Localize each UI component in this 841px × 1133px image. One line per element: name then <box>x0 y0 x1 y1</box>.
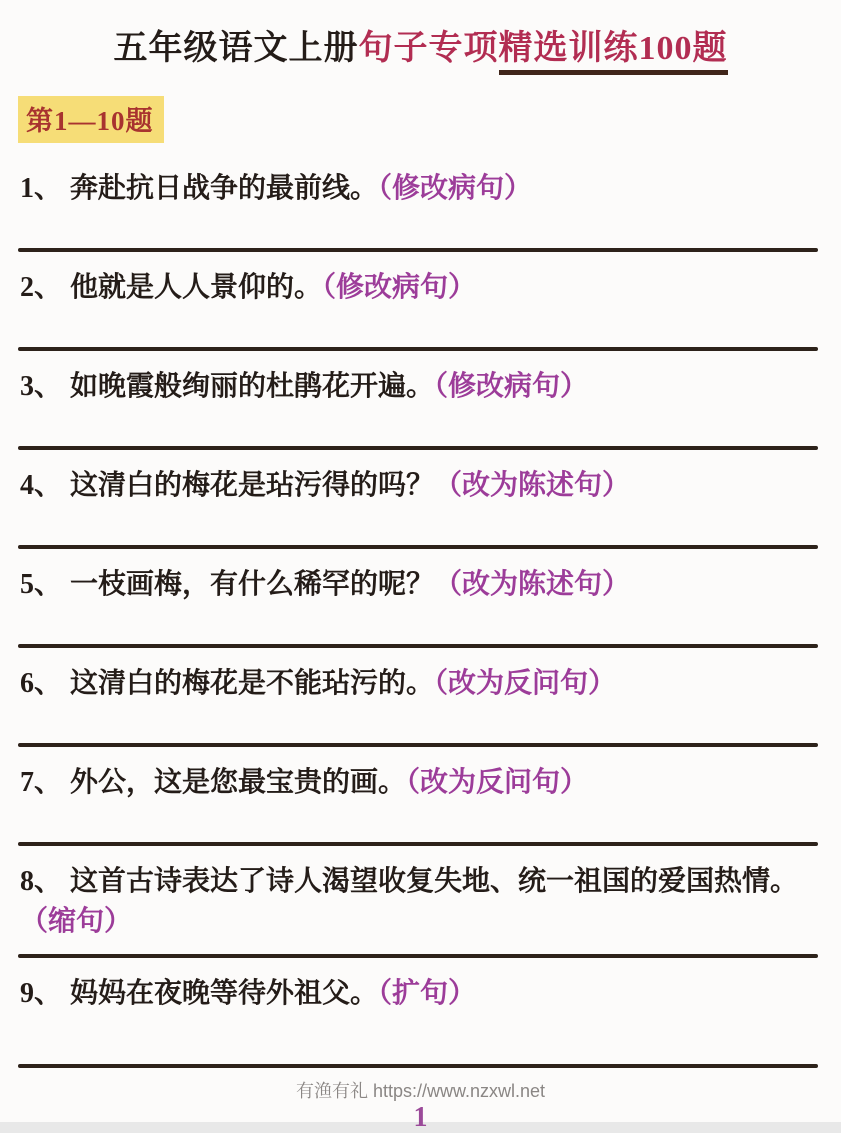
question-instruction: （改为陈述句） <box>434 569 631 600</box>
question-sentence: 他就是人人景仰的。 <box>70 272 323 303</box>
question-item-8 <box>20 862 821 942</box>
question-item-2 <box>20 268 821 308</box>
question-item-9 <box>20 974 821 1014</box>
question-sentence: 这清白的梅花是不能玷污的。 <box>70 668 435 699</box>
question-instruction: （修改病句） <box>322 272 477 303</box>
footer-watermark: 有渔有礼 https://www.nzxwl.net <box>295 1081 546 1101</box>
question-item-1 <box>20 169 821 209</box>
question-number: 3、 <box>20 371 63 402</box>
divider-line <box>18 954 818 958</box>
question-instruction: （扩句） <box>378 978 477 1009</box>
question-instruction: （缩句） <box>20 906 133 937</box>
question-item-5 <box>20 565 821 605</box>
question-sentence: 这清白的梅花是玷污得的吗？ <box>70 470 435 501</box>
title-accent-part: 句子专项 <box>358 30 499 67</box>
question-instruction: （改为反问句） <box>434 668 617 699</box>
divider-line <box>18 743 818 747</box>
question-item-3 <box>20 367 821 407</box>
question-number: 1、 <box>20 173 63 204</box>
question-number: 8、 <box>20 866 63 897</box>
title-black-part: 五年级语文上册 <box>113 30 359 67</box>
divider-line <box>18 842 818 846</box>
question-sentence: 外公，这是您最宝贵的画。 <box>70 767 407 798</box>
title-accent-underlined-part: 精选训练100题 <box>499 30 728 75</box>
question-number: 9、 <box>20 978 63 1009</box>
divider-line <box>18 1064 818 1068</box>
page-title <box>0 0 841 72</box>
question-sentence: 这首古诗表达了诗人渴望收复失地、统一祖国的爱国热情。 <box>70 866 799 897</box>
question-instruction: （改为反问句） <box>406 767 589 798</box>
question-sentence: 奔赴抗日战争的最前线。 <box>70 173 379 204</box>
question-number: 6、 <box>20 668 63 699</box>
question-sentence: 如晚霞般绚丽的杜鹃花开遍。 <box>70 371 435 402</box>
question-sentence: 一枝画梅，有什么稀罕的呢？ <box>70 569 435 600</box>
question-item-4 <box>20 466 821 506</box>
page-number: 1 <box>413 1102 428 1133</box>
question-instruction: （改为陈述句） <box>434 470 631 501</box>
divider-line <box>18 446 818 450</box>
question-item-6 <box>20 664 821 704</box>
question-number: 5、 <box>20 569 63 600</box>
section-badge: 第1—10题 <box>18 96 164 143</box>
question-sentence: 妈妈在夜晚等待外祖父。 <box>70 978 379 1009</box>
divider-line <box>18 545 818 549</box>
question-number: 7、 <box>20 767 63 798</box>
question-item-7 <box>20 763 821 803</box>
divider-line <box>18 347 818 351</box>
question-number: 2、 <box>20 272 63 303</box>
question-number: 4、 <box>20 470 63 501</box>
divider-line <box>18 644 818 648</box>
divider-line <box>18 248 818 252</box>
question-instruction: （修改病句） <box>378 173 533 204</box>
section-header-row <box>18 96 841 143</box>
question-instruction: （修改病句） <box>434 371 589 402</box>
